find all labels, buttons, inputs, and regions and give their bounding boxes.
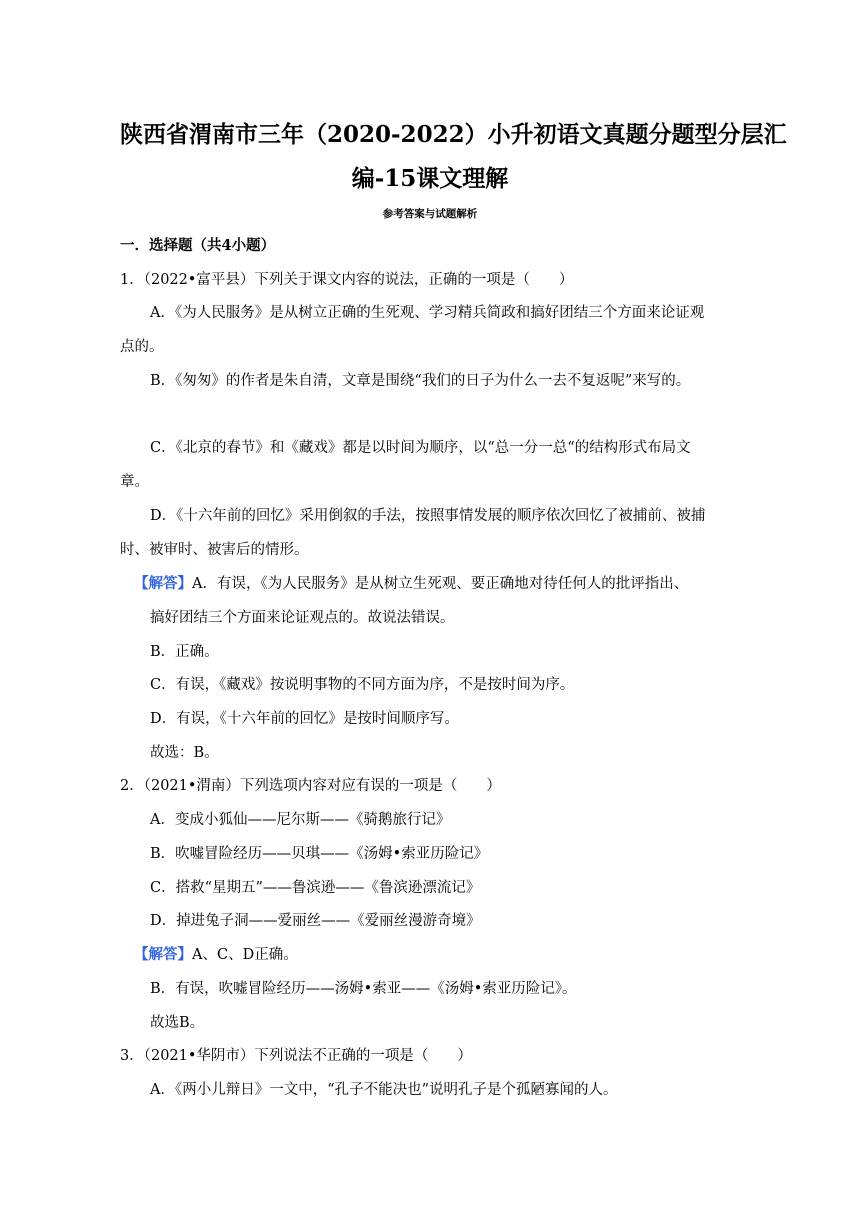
document-title-line-2: 编-15课文理解 bbox=[351, 165, 509, 192]
answer-text: A、C、D正确。 bbox=[192, 947, 298, 963]
section-heading: 一．选择题（共4小题） bbox=[120, 237, 276, 254]
question-2-option-c: C．搭救“星期五”——鲁滨逊——《鲁滨逊漂流记》 bbox=[150, 880, 481, 896]
document-title-line-1: 陕西省渭南市三年（2020-2022）小升初语文真题分题型分层汇 bbox=[120, 121, 787, 148]
question-3-option-a: A．《两小儿辩日》一文中，“孔子不能决也”说明孔子是个孤陋寡闻的人。 bbox=[150, 1082, 618, 1098]
answer-tag: 【解答】 bbox=[134, 946, 192, 963]
question-2-option-a: A．变成小狐仙——尼尔斯——《骑鹅旅行记》 bbox=[150, 812, 451, 828]
question-1-option-c-line-1: C．《北京的春节》和《藏戏》都是以时间为顺序，以“总一分一总“的结构形式布局文 bbox=[150, 440, 691, 456]
question-2-answer-line-1 bbox=[134, 945, 298, 965]
question-1-option-d-line-2: 时、被审时、被害后的情形。 bbox=[120, 542, 309, 558]
question-1-option-b: B．《匆匆》的作者是朱自清，文章是围绕“我们的日子为什么一去不复返呢”来写的。 bbox=[150, 373, 691, 389]
question-2-option-b: B．吹嘘冒险经历——贝琪——《汤姆•索亚历险记》 bbox=[150, 846, 489, 862]
question-2-option-d: D．掉进兔子洞——爱丽丝——《爱丽丝漫游奇境》 bbox=[150, 913, 481, 929]
question-1-stem: 1．（2022•富平县）下列关于课文内容的说法，正确的一项是（ ） bbox=[120, 272, 574, 288]
question-1-answer-c: C．有误，《藏戏》按说明事物的不同方面为序，不是按时间为序。 bbox=[150, 677, 575, 693]
document-subtitle: 参考答案与试题解析 bbox=[382, 208, 478, 220]
question-1-option-c-line-2: 章。 bbox=[120, 474, 149, 490]
question-2-conclusion: 故选B。 bbox=[150, 1015, 205, 1031]
question-1-option-d-line-1: D．《十六年前的回忆》采用倒叙的手法，按照事情发展的顺序依次回忆了被捕前、被捕 bbox=[150, 508, 706, 524]
question-1-option-a-line-1: A．《为人民服务》是从树立正确的生死观、学习精兵简政和搞好团结三个方面来论证观 bbox=[150, 305, 705, 321]
question-2-stem: 2．（2021•渭南）下列选项内容对应有误的一项是（ ） bbox=[120, 778, 501, 794]
question-3-stem: 3．（2021•华阴市）下列说法不正确的一项是（ ） bbox=[120, 1048, 472, 1064]
question-1-answer-d: D．有误，《十六年前的回忆》是按时间顺序写。 bbox=[150, 711, 459, 727]
question-1-conclusion: 故选：B。 bbox=[150, 745, 219, 761]
question-1-answer-line-2: 搞好团结三个方面来论证观点的。故说法错误。 bbox=[150, 610, 455, 626]
question-1-answer-line-1 bbox=[134, 574, 688, 594]
question-2-answer-b: B．有误，吹嘘冒险经历——汤姆•索亚——《汤姆•索亚历险记》。 bbox=[150, 981, 577, 997]
question-1-answer-b: B．正确。 bbox=[150, 644, 219, 660]
answer-tag: 【解答】 bbox=[134, 575, 192, 592]
answer-text: A．有误，《为人民服务》是从树立生死观、要正确地对待任何人的批评指出、 bbox=[192, 576, 689, 592]
question-1-option-a-line-2: 点的。 bbox=[120, 339, 164, 355]
